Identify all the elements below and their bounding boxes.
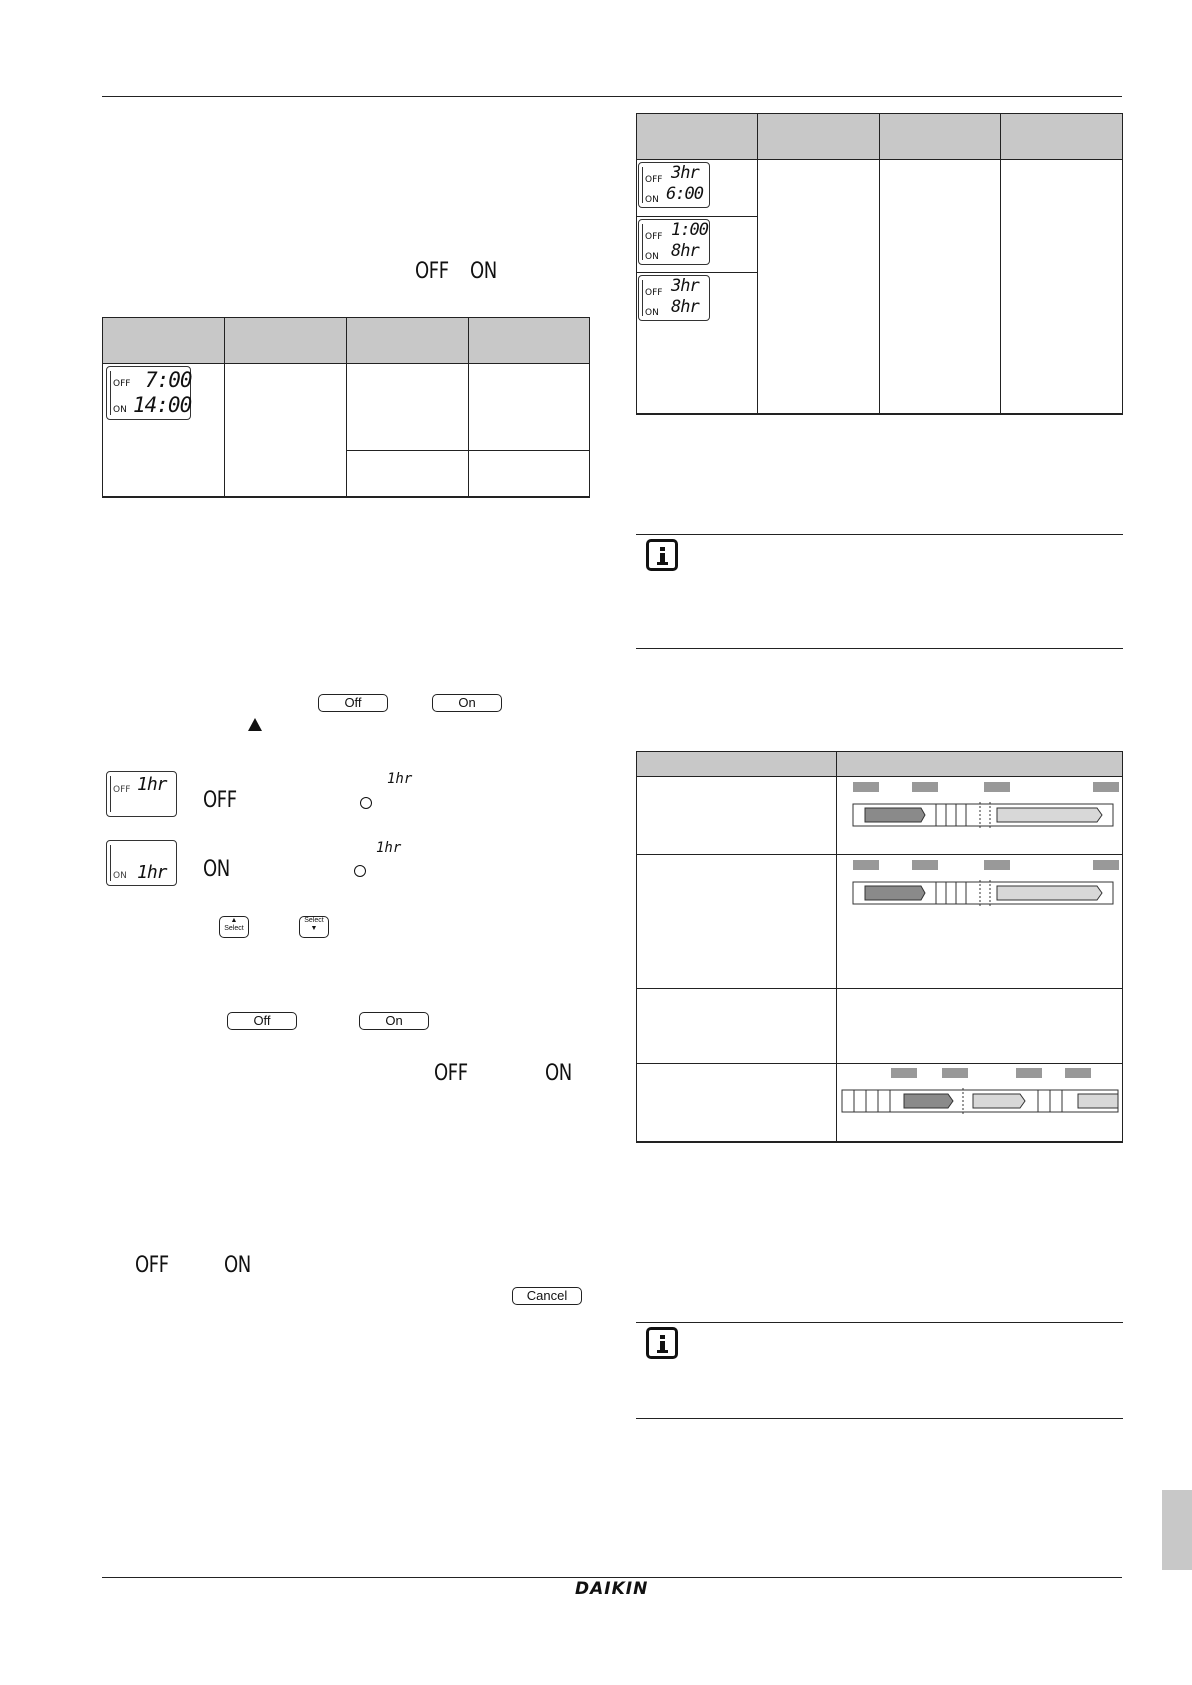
down-arrow-icon: ▼ xyxy=(310,925,318,932)
hr-inline-1: 1hr xyxy=(387,771,413,787)
cancel-button[interactable]: Cancel xyxy=(512,1287,582,1305)
info-note-bottom-rule xyxy=(636,648,1123,649)
lcd-on-label: ON xyxy=(645,308,659,318)
lcd-on-flash-label: ON xyxy=(113,871,127,881)
on-word-2: ON xyxy=(545,1061,572,1086)
lcd-off-flash-label: OFF xyxy=(113,785,131,795)
lcd-row-2 xyxy=(638,219,710,265)
daikin-logo: DAIKIN xyxy=(575,1579,649,1599)
lcd-off-label: OFF xyxy=(645,232,663,242)
lcd-on-label: ON xyxy=(645,195,659,205)
on-button-2[interactable]: On xyxy=(359,1012,429,1030)
lcd-on-time: 14:00 xyxy=(133,393,192,417)
lcd-row-1 xyxy=(638,162,710,208)
off-word-3: OFF xyxy=(135,1253,169,1278)
lcd-on-hours: 1hr xyxy=(137,862,167,883)
lcd-on-value: 8hr xyxy=(671,241,699,261)
lcd-off-label: OFF xyxy=(645,288,663,298)
lcd-off-value: 3hr xyxy=(671,163,699,183)
top-rule xyxy=(102,96,1122,97)
off-button[interactable]: Off xyxy=(318,694,388,712)
lcd-display-off-on xyxy=(106,366,191,420)
lcd-off-hours: 1hr xyxy=(137,774,167,795)
on-word-3: ON xyxy=(224,1253,251,1278)
off-word: OFF xyxy=(203,788,237,813)
timeline-diagram-1 xyxy=(845,780,1120,835)
off-word-2: OFF xyxy=(434,1061,468,1086)
lcd-on-value: 8hr xyxy=(671,297,699,317)
lcd-off-1hr xyxy=(106,771,177,817)
on-label: ON xyxy=(470,259,497,284)
info-icon xyxy=(646,539,678,571)
lcd-off-value: 1:00 xyxy=(671,220,708,240)
off-button-2[interactable]: Off xyxy=(227,1012,297,1030)
up-arrow-icon xyxy=(248,718,262,731)
lcd-off-time: 7:00 xyxy=(145,368,192,392)
clock-icon xyxy=(354,865,366,877)
on-word: ON xyxy=(203,857,230,882)
up-arrow-icon: ▲ xyxy=(230,917,238,924)
on-button[interactable]: On xyxy=(432,694,502,712)
lcd-on-1hr xyxy=(106,840,177,886)
clock-icon xyxy=(360,797,372,809)
lcd-off-label: OFF xyxy=(645,175,663,185)
select-up-button[interactable] xyxy=(219,916,249,938)
footer-rule xyxy=(102,1577,1122,1578)
timeline-diagram-2 xyxy=(845,858,1120,913)
timeline-diagram-3 xyxy=(838,1066,1120,1121)
select-down-label: Select xyxy=(304,917,324,924)
info-note-top-rule xyxy=(636,534,1123,535)
info-icon xyxy=(646,1327,678,1359)
lcd-on-label: ON xyxy=(113,405,127,415)
select-up-label: Select xyxy=(224,925,244,932)
chapter-side-tab xyxy=(1162,1490,1192,1570)
select-down-button[interactable] xyxy=(299,916,329,938)
lcd-on-label: ON xyxy=(645,252,659,262)
off-label: OFF xyxy=(415,259,449,284)
lcd-on-value: 6:00 xyxy=(666,184,703,204)
info-note-2-bottom-rule xyxy=(636,1418,1123,1419)
lcd-off-value: 3hr xyxy=(671,276,699,296)
info-note-2-top-rule xyxy=(636,1322,1123,1323)
hr-inline-2: 1hr xyxy=(376,840,402,856)
lcd-row-3 xyxy=(638,275,710,321)
lcd-off-label: OFF xyxy=(113,379,131,389)
